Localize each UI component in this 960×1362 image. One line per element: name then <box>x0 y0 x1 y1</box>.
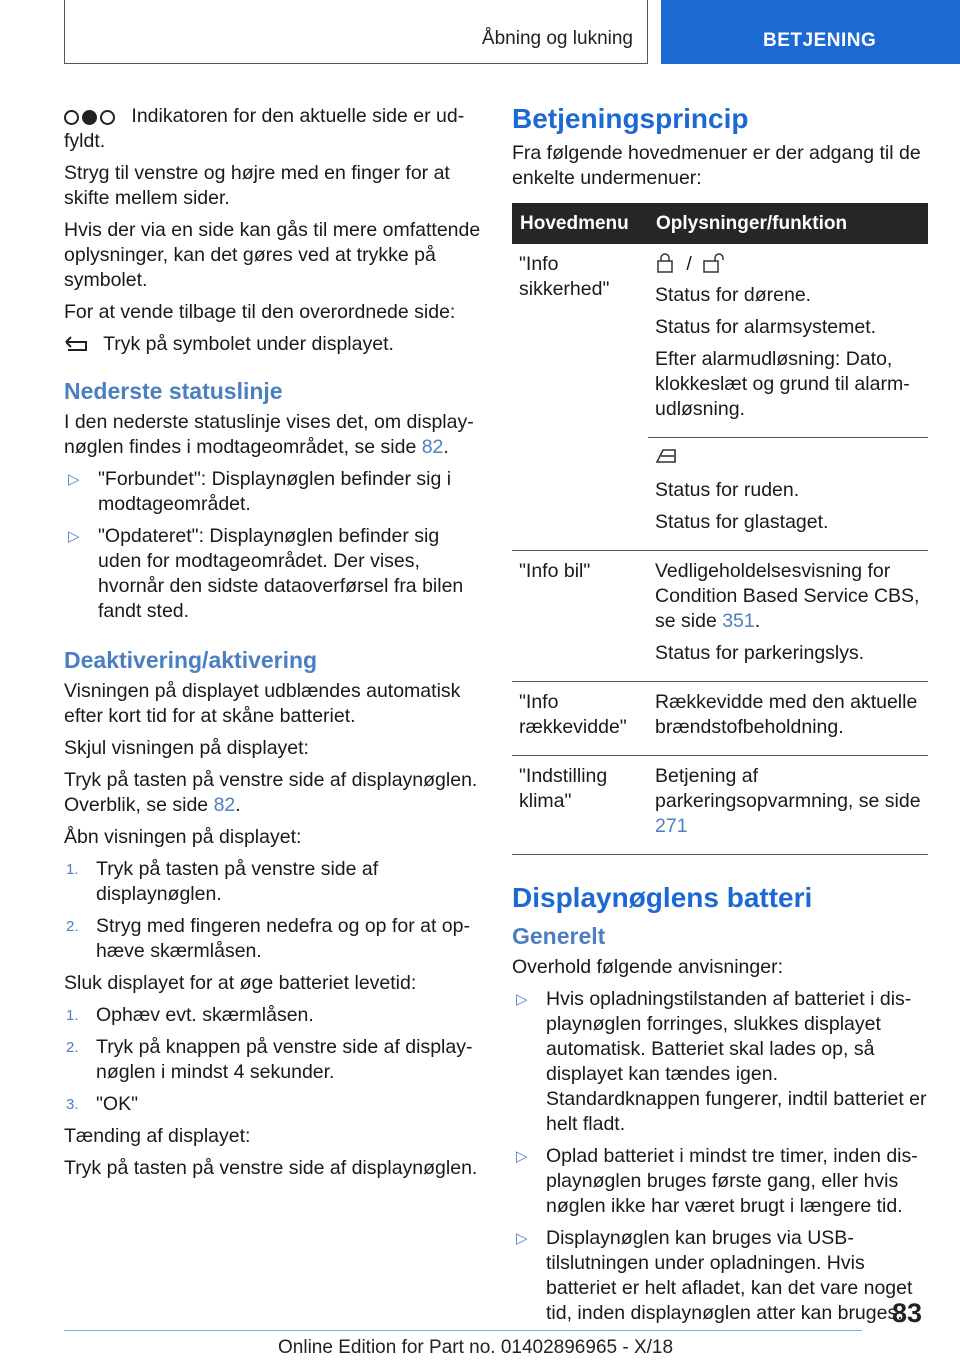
section-heading-main: Betjeningsprincip <box>512 103 749 134</box>
numbered-item: 1. Tryk på tasten på venstre side af displaynøglen. <box>66 858 379 905</box>
section-heading: Generelt <box>512 923 606 949</box>
bullet-icon: ▷ <box>516 991 528 1008</box>
paragraph: Stryg til venstre og højre med en finger for at skifte mellem sider. <box>64 162 450 209</box>
table-row <box>512 682 928 756</box>
table-row <box>512 438 928 551</box>
header-section-title: Åbning og lukning <box>481 28 633 49</box>
section-heading-main: Displaynøglens batteri <box>512 882 813 913</box>
list-item: ▷ "Forbundet": Displaynøglen befinder sig i modtageområdet. <box>64 467 482 517</box>
bullet-icon: ▷ <box>68 471 80 488</box>
footer-divider <box>64 1330 862 1331</box>
paragraph: Sluk displayet for at øge batteriet levetid: <box>64 972 417 994</box>
numbered-item: 1. Ophæv evt. skærmlåsen. <box>66 1004 314 1026</box>
header-section-box <box>64 0 648 64</box>
list-item: ▷ Oplad batteriet i mindst tre timer, inden displaynøglen bruges første gang, eller hvis nøglen ikke har været brugt i længere tid. <box>512 1144 930 1219</box>
paragraph: I den nederste statuslinje vises det, om displaynøglen findes i modtageområdet, se side 82. <box>64 411 474 458</box>
paragraph: For at vende tilbage til den overordnede side: <box>64 301 456 323</box>
table-row <box>512 551 928 682</box>
table-cell: Rækkevidde med den aktuelle brændstofbeholdning. <box>648 682 928 756</box>
table-header-cell: Oplysninger/funktion <box>648 203 928 244</box>
list-item: ▷ Hvis opladningstilstanden af batteriet i displaynøglen forringes, slukkes displayet automatisk. Batteriet skal lades op, så displayet kan tændes igen. Standardknappen fungerer, indtil batteriet er helt fladt. <box>512 987 930 1137</box>
table-cell: "Indstilling klima" <box>512 756 648 855</box>
right-column <box>512 104 930 1333</box>
table-header-cell: Hovedmenu <box>512 203 648 244</box>
numbered-item: 2. Tryk på knappen på venstre side af displaynøglen i mindst 4 sekunder. <box>66 1036 473 1083</box>
table-cell: "Info rækkevidde" <box>512 682 648 756</box>
back-arrow-icon <box>64 336 90 352</box>
section-heading: Deaktivering/aktivering <box>64 647 318 673</box>
table-cell: Vedligeholdelsesvisning for Condition Based Service CBS, se side 351. Status for parkeringslys. <box>648 551 928 682</box>
page-link[interactable]: 82 <box>213 794 236 816</box>
table-cell: Betjening af parkeringsopvarmning, se side 271 <box>648 756 928 855</box>
paragraph: Tryk på tasten på venstre side af displaynøglen. <box>64 1157 478 1179</box>
table-cell: "Info sikkerhed" <box>519 253 610 300</box>
car-window-icon <box>655 446 677 464</box>
page-indicator-paragraph: Indikatoren for den aktuelle side er udfyldt. <box>64 105 465 152</box>
list-item: ▷ Displaynøglen kan bruges via USB-tilslutningen under opladningen. Hvis batteriet er helt afladet, kan det vare noget tid, inden displaynøglen atter kan bruges. <box>512 1226 930 1326</box>
list-item: ▷ "Opdateret": Displaynøglen befinder sig uden for modtageområdet. Der vises, hvornår den sidste dataoverførsel fra bilen fandt sted. <box>64 524 482 624</box>
page-indicator-icon <box>64 105 123 127</box>
lock-icon <box>655 253 675 273</box>
header-chapter-title: BETJENING <box>763 30 877 51</box>
bullet-icon: ▷ <box>516 1148 528 1165</box>
table-header-row <box>512 203 928 244</box>
table-cell: Status for ruden. Status for glastaget. <box>648 438 928 551</box>
paragraph: Åbn visningen på displayet: <box>64 826 302 848</box>
numbered-item: 2. Stryg med fingeren nedefra og op for at ophæve skærmlåsen. <box>66 915 470 962</box>
section-heading: Nederste statuslinje <box>64 378 283 404</box>
page-link[interactable]: 82 <box>421 436 444 458</box>
table-cell: "Info bil" <box>512 551 648 682</box>
numbered-item: 3. "OK" <box>66 1093 139 1115</box>
paragraph: Hvis der via en side kan gås til mere omfattende oplysninger, kan det gøres ved at trykke på symbolet. <box>64 219 481 291</box>
paragraph: Fra følgende hovedmenuer er der adgang til de enkelte undermenuer: <box>512 142 921 189</box>
bullet-icon: ▷ <box>516 1230 528 1247</box>
paragraph: Tænding af displayet: <box>64 1125 251 1147</box>
back-instruction: Tryk på symbolet under displayet. <box>64 332 482 357</box>
table-cell: / Status for dørene. Status for alarmsystemet. Efter alarmudløsning: Dato, klokkeslæt og grund til alarmudløsning. <box>648 244 928 438</box>
menu-table <box>512 203 928 855</box>
page-link[interactable]: 351 <box>722 610 755 632</box>
bullet-icon: ▷ <box>68 528 80 545</box>
paragraph: Skjul visningen på displayet: <box>64 737 309 759</box>
table-cell <box>512 438 648 551</box>
table-row <box>512 244 928 438</box>
edition-note: Online Edition for Part no. 01402896965 - X/18 <box>278 1337 674 1358</box>
unlock-icon <box>703 253 727 273</box>
left-column <box>64 104 482 1188</box>
table-row <box>512 756 928 855</box>
page-link[interactable]: 271 <box>655 815 688 837</box>
paragraph: Tryk på tasten på venstre side af displaynøglen. Overblik, se side 82. <box>64 769 478 816</box>
header-chapter-box <box>661 0 960 64</box>
page-number: 83 <box>892 1298 923 1328</box>
paragraph: Overhold følgende anvisninger: <box>512 956 783 978</box>
paragraph: Visningen på displayet udblændes automatisk efter kort tid for at skåne batteriet. <box>64 680 461 727</box>
